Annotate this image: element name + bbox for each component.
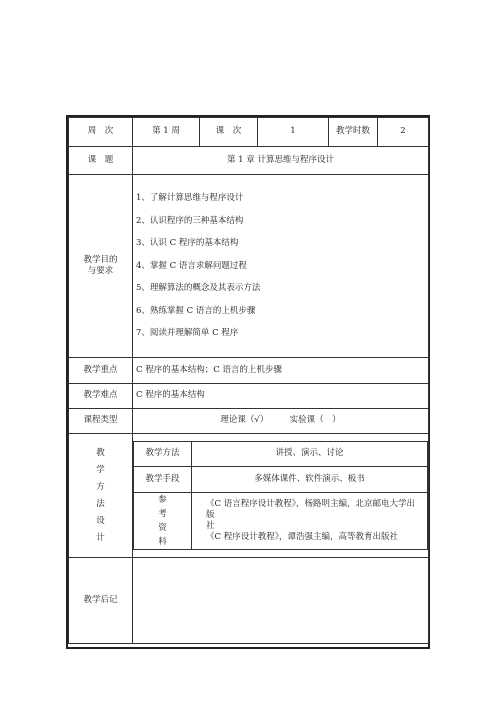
refs-label-char: 参 bbox=[158, 495, 167, 505]
objective-item: 2、认识程序的三种基本结构 bbox=[136, 215, 244, 226]
objective-item: 7、阅读并理解简单 C 程序 bbox=[136, 328, 239, 339]
refs-label-char: 考 bbox=[158, 509, 167, 519]
design-inner-table bbox=[133, 441, 428, 550]
objective-item: 4、掌握 C 语言求解问题过程 bbox=[136, 260, 247, 271]
row-difficulties bbox=[69, 384, 429, 409]
method-label: 教学方法 bbox=[134, 442, 192, 467]
topic-value: 第 1 章 计算思维与程序设计 bbox=[133, 147, 429, 175]
row-design bbox=[69, 434, 429, 558]
postscript-value bbox=[133, 558, 429, 644]
week-value: 第 1 周 bbox=[133, 118, 200, 147]
objective-item: 5、理解算法的概念及其表示方法 bbox=[136, 283, 261, 294]
hours-value: 2 bbox=[378, 118, 429, 147]
lesson-value: 1 bbox=[258, 118, 329, 147]
row-week bbox=[69, 118, 429, 147]
refs-label bbox=[134, 493, 192, 550]
objectives-list bbox=[133, 175, 429, 358]
row-course-type bbox=[69, 409, 429, 434]
difficulties-label: 教学难点 bbox=[69, 384, 133, 409]
design-label bbox=[69, 434, 133, 558]
ref-line: 《C 程序设计教程》，谭浩强主编，高等教育出版社 bbox=[206, 532, 398, 542]
method-row bbox=[134, 442, 428, 467]
design-label-char: 计 bbox=[96, 532, 105, 543]
row-key-points bbox=[69, 358, 429, 384]
topic-label: 课 题 bbox=[69, 147, 133, 175]
design-label-char: 法 bbox=[96, 498, 105, 509]
design-label-char: 设 bbox=[96, 515, 105, 526]
course-type-value: 理论课（√） 实验课（ ） bbox=[133, 409, 429, 434]
objective-item: 3、认识 C 程序的基本结构 bbox=[136, 238, 239, 249]
refs-label-char: 资 bbox=[158, 523, 167, 533]
row-postscript bbox=[69, 558, 429, 644]
design-label-char: 方 bbox=[96, 481, 105, 492]
design-label-char: 教 bbox=[96, 447, 105, 458]
objectives-label-line1: 教学目的 bbox=[83, 254, 118, 265]
objective-item: 1、了解计算思维与程序设计 bbox=[136, 193, 244, 204]
hours-label: 教学时数 bbox=[329, 118, 378, 147]
lesson-plan-form bbox=[66, 115, 430, 649]
means-label: 教学手段 bbox=[134, 467, 192, 493]
difficulties-value: C 程序的基本结构 bbox=[133, 384, 429, 409]
row-objectives bbox=[69, 175, 429, 358]
ref-line: 《C 语言程序设计教程》，杨路明主编，北京邮电大学出版 bbox=[206, 499, 415, 520]
method-value: 讲授、演示、讨论 bbox=[192, 442, 428, 467]
means-value: 多媒体课件、软件演示、板书 bbox=[192, 467, 428, 493]
postscript-label: 教学后记 bbox=[69, 558, 133, 644]
week-label: 周 次 bbox=[69, 118, 133, 147]
lesson-label: 课 次 bbox=[200, 118, 258, 147]
design-cell bbox=[133, 434, 429, 558]
lesson-plan-table bbox=[68, 117, 429, 644]
row-topic bbox=[69, 147, 429, 175]
objectives-label bbox=[69, 175, 133, 358]
objective-item: 6、熟练掌握 C 语言的上机步骤 bbox=[136, 305, 256, 316]
means-row bbox=[134, 467, 428, 493]
design-label-char: 学 bbox=[96, 464, 105, 475]
objectives-label-line2: 与要求 bbox=[87, 266, 114, 276]
key-points-label: 教学重点 bbox=[69, 358, 133, 384]
refs-label-char: 料 bbox=[158, 537, 167, 547]
ref-line: 社 bbox=[206, 521, 215, 531]
refs-value bbox=[192, 493, 428, 550]
refs-row bbox=[134, 493, 428, 550]
key-points-value: C 程序的基本结构；C 语言的上机步骤 bbox=[133, 358, 429, 384]
course-type-label: 课程类型 bbox=[69, 409, 133, 434]
